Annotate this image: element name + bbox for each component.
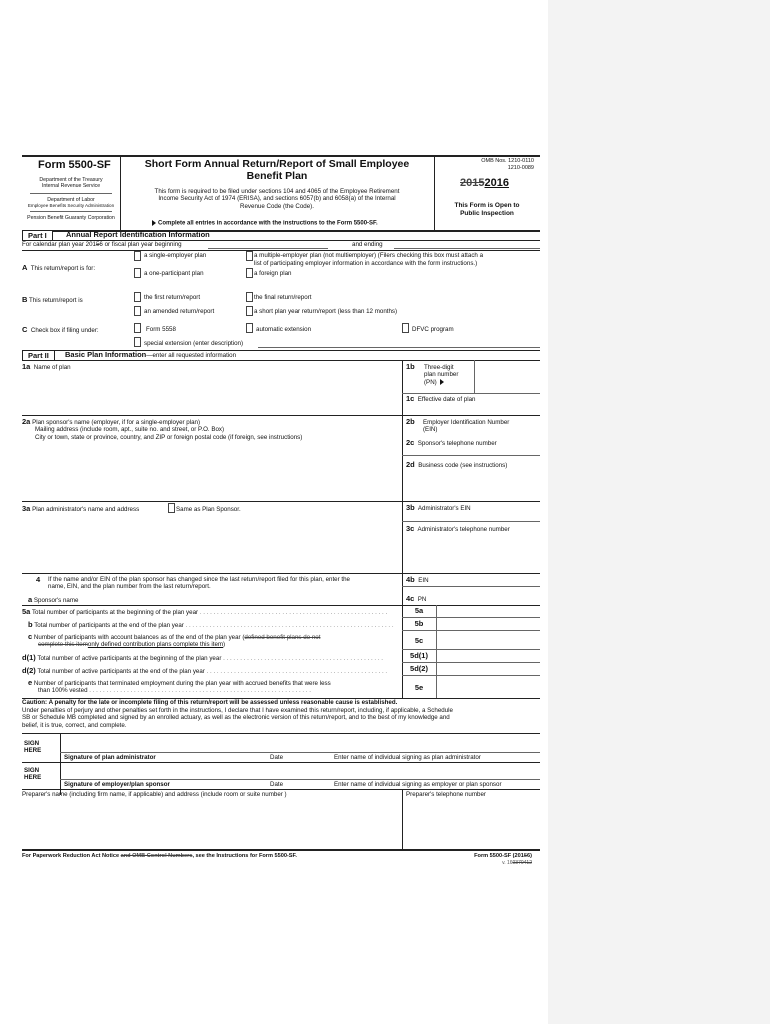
right-gray-panel: [548, 0, 770, 1024]
line-4-text-2: name, EIN, and the plan number from the last return/report.: [48, 583, 211, 591]
line-5d1-number: d(1): [22, 653, 36, 662]
admin-signature-label: Signature of plan administrator: [64, 754, 156, 761]
line-2d-number: 2d: [406, 460, 415, 469]
preparer-phone-label: Preparer's telephone number: [406, 791, 486, 798]
line-2d: [406, 460, 507, 469]
line-2a-text-3: City or town, state or province, country, and ZIP or foreign postal code (if foreign, see instructions): [35, 433, 303, 441]
line-1b: [406, 362, 415, 371]
line-b-label: [22, 295, 83, 304]
line-1b-text-1: Three-digit: [424, 364, 454, 371]
omb-line-1: OMB Nos. 1210-0110: [481, 158, 534, 164]
caution-title: Caution: A penalty for the late or incomplete filing of this return/report will be assessed unless reasonable cause is established.: [22, 699, 398, 706]
version-prefix: v. 16: [502, 860, 513, 866]
calendar-new-digit: 6: [99, 241, 103, 248]
open-line-2: Public Inspection: [460, 209, 514, 217]
desc-line-1: This form is required to be filed under sections 104 and 4065 of the Employee Retirement: [154, 188, 400, 195]
year-new: 2016: [484, 177, 509, 189]
line-3b-number: 3b: [406, 503, 415, 512]
line-5a-text: Total number of participants at the beginning of the plan year: [31, 609, 199, 616]
date-label-2: Date: [270, 781, 284, 788]
part-1-title: Annual Report Identification Information: [66, 230, 210, 239]
line-4-number: 4: [36, 575, 41, 584]
line-5b: b Total number of participants at the end of the plan year . . . . . . . . . . . . . . . . . . . . . . . . . . . . . . . . . . . . . . . . . . . . . . . . . . . . . . . . . . . . .: [28, 620, 394, 629]
footer-version: [402, 860, 532, 866]
special-extension-checkbox[interactable]: [134, 337, 141, 347]
title-line-2: Benefit Plan: [246, 170, 308, 183]
here-label-1: HERE: [24, 747, 42, 755]
dept-labor: Department of Labor: [47, 197, 95, 203]
desc-line-2: Income Security Act of 1974 (ERISA), and sections 6057(b) and 6058(a) of the Internal: [158, 195, 396, 203]
form-5558-checkbox[interactable]: [134, 323, 141, 333]
line-c-letter: C: [22, 325, 28, 334]
line-1c-number: 1c: [406, 394, 415, 403]
line-5c: [28, 632, 400, 649]
line-2c: [406, 438, 497, 447]
public-inspection: [434, 202, 540, 218]
line-5c-strike-1: defined benefit plans do not: [244, 634, 321, 641]
foreign-plan-label: a foreign plan: [254, 270, 292, 277]
perjury-line-1: Under penalties of perjury and other penalties set forth in the instructions, I declare that I have examined this return/report, including, if applicable, a Schedule: [22, 707, 453, 714]
line-2b: [406, 417, 415, 426]
line-2a-text-1: Plan sponsor's name (employer, if for a single-employer plan): [32, 419, 201, 426]
line-1c: [406, 394, 475, 403]
line-2b-text-1: Employer Identification Number: [423, 419, 510, 426]
box-5d2: 5d(2): [410, 664, 428, 673]
short-year-checkbox[interactable]: [246, 306, 253, 316]
form-number: Form 5500-SF: [38, 159, 111, 171]
special-extension-label: special extension (enter description): [144, 340, 244, 347]
line-4-text: [48, 576, 398, 591]
line-3b: [406, 503, 471, 512]
line-4a-letter: a: [28, 595, 33, 604]
one-participant-label: a one-participant plan: [144, 270, 204, 277]
tax-year: [460, 177, 509, 190]
line-1a-text: Name of plan: [33, 364, 71, 371]
title-line-1: Short Form Annual Return/Report of Small Employee: [144, 158, 410, 170]
calendar-text-b: or fiscal plan year beginning: [102, 241, 182, 248]
line-4b: [406, 575, 429, 584]
box-5d1: 5d(1): [410, 651, 428, 660]
part-2-title: [65, 350, 236, 359]
line-1c-text: Effective date of plan: [417, 396, 476, 403]
foreign-plan-checkbox[interactable]: [246, 268, 253, 278]
line-b-text: This return/report is: [29, 297, 83, 304]
perjury-line-2: SB or Schedule MB completed and signed by an enrolled actuary, as well as the electronic version of this return/report, and to the best of my knowledge and: [22, 714, 450, 722]
sign-here-2: [24, 767, 41, 782]
part-2-title-text: Basic Plan Information: [65, 350, 147, 359]
first-return-checkbox[interactable]: [134, 292, 141, 302]
line-2b-number: 2b: [406, 417, 415, 426]
line-3c-text: Administrator's telephone number: [417, 526, 510, 533]
single-employer-checkbox[interactable]: [134, 251, 141, 261]
line-5c-text-1: Number of participants with account balances as of the end of the plan year (: [33, 634, 245, 641]
paperwork-text-2: , see the Instructions for Form 5500-SF.: [192, 853, 297, 859]
line-1a-number: 1a: [22, 362, 31, 371]
sign-label-1: SIGN: [24, 740, 40, 747]
calendar-year-line: [22, 241, 182, 248]
line-4c: [406, 594, 426, 603]
one-participant-checkbox[interactable]: [134, 268, 141, 278]
multiple-employer-label-2: list of participating employer information in accordance with the form instructions.): [254, 260, 478, 267]
line-5e-letter: e: [28, 678, 33, 687]
amended-return-label: an amended return/report: [144, 308, 215, 315]
box-5c: 5c: [414, 636, 424, 645]
form-description: [120, 188, 434, 210]
line-5c-strike-2: complete this item: [38, 641, 88, 649]
line-1a: [22, 362, 71, 371]
footer-form-close: ): [530, 853, 532, 859]
first-return-label: the first return/report: [144, 294, 201, 301]
line-1b-text-3: [424, 379, 458, 386]
line-1b-text-2: plan number: [424, 371, 459, 379]
part-1-tag: Part I: [22, 230, 53, 241]
line-2b-text: [423, 419, 509, 434]
dfvc-label: DFVC program: [412, 326, 454, 333]
paperwork-text-1: For Paperwork Reduction Act Notice: [22, 853, 121, 859]
perjury-statement: [22, 707, 540, 729]
dept-treasury: Department of the Treasury: [39, 177, 103, 183]
line-5c-text-3: ): [223, 641, 226, 649]
line-5e: e Number of participants that terminated employment during the plan year with accrued benefits that were less than 100% vested . . . . . . . . . . . . . . . . . . . . . . . . . . . . . . . . . . . . . . . . . . . . . . . . . . . . . . . . . . . . . . . . .: [28, 678, 331, 695]
line-4b-number: 4b: [406, 575, 415, 584]
short-year-label: a short plan year return/report (less than 12 months): [254, 308, 398, 315]
line-4-text-1: If the name and/or EIN of the plan sponsor has changed since the last return/report filed for this plan, enter the: [48, 576, 350, 583]
line-1b-number: 1b: [406, 362, 415, 371]
line-4a: [28, 595, 78, 604]
box-5b: 5b: [414, 619, 424, 628]
line-4c-text: PN: [417, 596, 427, 603]
line-3a-text: Plan administrator's name and address: [32, 506, 140, 513]
line-c-text: Check box if filing under:: [30, 327, 99, 334]
line-3c-number: 3c: [406, 524, 415, 533]
same-as-sponsor-label: Same as Plan Sponsor.: [176, 506, 241, 513]
date-label-1: Date: [270, 754, 284, 761]
employer-name-label: Enter name of individual signing as employer or plan sponsor: [334, 781, 502, 788]
sign-label-2: SIGN: [24, 767, 40, 774]
line-a-letter: A: [22, 263, 28, 272]
part-2-title-suffix: —enter all requested information: [146, 352, 237, 359]
calendar-text-a: For calendar plan year 201: [22, 241, 96, 248]
line-4c-number: 4c: [406, 594, 415, 603]
auto-extension-label: automatic extension: [256, 326, 312, 333]
line-3b-text: Administrator's EIN: [417, 505, 471, 512]
desc-line-3: Revenue Code (the Code).: [240, 202, 314, 210]
line-3a: [22, 504, 139, 513]
line-a-text: This return/report is for:: [30, 265, 96, 272]
line-5d2: d(2) Total number of active participants at the end of the plan year . . . . . . . . . . . . . . . . . . . . . . . . . . . . . . . . . . . . . . . . . . . . . . . . . . . . .: [22, 666, 388, 675]
calendar-old-digit: 5: [95, 241, 100, 248]
multiple-employer-label: a multiple-employer plan (not multiemployer) (Filers checking this box must attach a: [254, 252, 484, 259]
dfvc-checkbox[interactable]: [402, 323, 409, 333]
line-2a-number: 2a: [22, 417, 31, 426]
line-5a: 5a Total number of participants at the beginning of the plan year . . . . . . . . . . . . . . . . . . . . . . . . . . . . . . . . . . . . . . . . . . . . . . . . . . . . . . .: [22, 607, 388, 616]
line-2a: [22, 417, 302, 441]
single-employer-label: a single-employer plan: [144, 252, 207, 259]
box-5a: 5a: [414, 606, 424, 615]
form-title: [120, 158, 434, 182]
line-5d1: d(1) Total number of active participants at the beginning of the plan year . . . . . . . . . . . . . . . . . . . . . . . . . . . . . . . . . . . . . . . . . . . . . . .: [22, 653, 383, 662]
line-5d2-number: d(2): [22, 666, 36, 675]
open-line-1: This Form is Open to: [454, 202, 520, 209]
line-3a-number: 3a: [22, 504, 31, 513]
here-label-2: HERE: [24, 774, 42, 782]
part-2-tag: Part II: [22, 350, 55, 361]
line-5c-letter: c: [28, 632, 33, 641]
instructions-text: Complete all entries in accordance with the instructions to the Form 5500-SF.: [158, 220, 378, 227]
line-2b-text-2: (EIN): [423, 426, 438, 434]
omb-numbers: [434, 158, 534, 171]
paperwork-strike: and OMB Control Numbers: [120, 853, 193, 859]
line-c-label: [22, 325, 99, 334]
ebsa: Employee Benefits Security Administration: [27, 203, 115, 208]
line-2c-text: Sponsor's telephone number: [417, 440, 497, 447]
box-5e: 5e: [414, 683, 424, 692]
and-ending-label: and ending: [352, 241, 383, 248]
line-5d1-text: Total number of active participants at the beginning of the plan year: [37, 655, 222, 662]
line-2c-number: 2c: [406, 438, 415, 447]
arrow-right-icon: [152, 220, 156, 226]
year-old: 2015: [460, 177, 485, 189]
irs: Internal Revenue Service: [41, 183, 101, 189]
line-2d-text: Business code (see instructions): [418, 462, 508, 469]
form-5500-sf: [22, 155, 540, 875]
line-5d2-text: Total number of active participants at the end of the plan year: [37, 668, 205, 675]
line-5e-text-2: than 100% vested: [38, 687, 88, 695]
line-5e-text-1: Number of participants that terminated employment during the plan year with accrued benefits that were less: [33, 680, 331, 687]
line-2a-text-2: Mailing address (include room, apt., suite no. and street, or P.O. Box): [35, 426, 225, 434]
paperwork-notice: [22, 853, 297, 860]
line-1b-text: [424, 364, 458, 386]
final-return-label: the final return/report: [254, 294, 312, 301]
final-return-checkbox[interactable]: [246, 292, 253, 302]
sign-here-1: [24, 740, 41, 755]
line-4b-text: EIN: [418, 577, 429, 584]
footer-form-number: [402, 853, 532, 860]
line-a-label: [22, 263, 95, 272]
amended-return-checkbox[interactable]: [134, 306, 141, 316]
form-5558-label: Form 5558: [146, 326, 176, 333]
footer-form-text: Form 5500-SF (201: [474, 853, 524, 859]
arrow-right-icon: [440, 379, 444, 385]
preparer-name-label: Preparer's name (including firm name, if applicable) and address (include room or suite number ): [22, 791, 287, 798]
same-as-sponsor-checkbox[interactable]: [168, 503, 175, 513]
admin-name-label: Enter name of individual signing as plan administrator: [334, 754, 481, 761]
version-strike: 0370412: [512, 860, 532, 866]
line-3c: [406, 524, 510, 533]
pn-label: (PN): [424, 378, 437, 386]
line-5a-number: 5a: [22, 607, 31, 616]
multiple-employer-checkbox[interactable]: [246, 251, 253, 261]
line-5b-text: Total number of participants at the end of the plan year: [34, 622, 184, 629]
omb-line-2: 1210-0089: [507, 164, 534, 171]
line-b-letter: B: [22, 295, 28, 304]
footer-year-old: 5: [523, 853, 527, 859]
auto-extension-checkbox[interactable]: [246, 323, 253, 333]
employer-signature-label: Signature of employer/plan sponsor: [64, 781, 170, 788]
perjury-line-3: belief, it is true, correct, and complete.: [22, 721, 127, 729]
instructions-note: [150, 220, 378, 228]
line-5c-text-2: only defined contribution plans complete this item: [87, 641, 224, 649]
line-5b-letter: b: [28, 620, 33, 629]
line-4a-text: Sponsor's name: [33, 597, 79, 604]
footer-year-new: 6: [527, 853, 531, 859]
pbgc: Pension Benefit Guaranty Corporation: [27, 215, 115, 221]
